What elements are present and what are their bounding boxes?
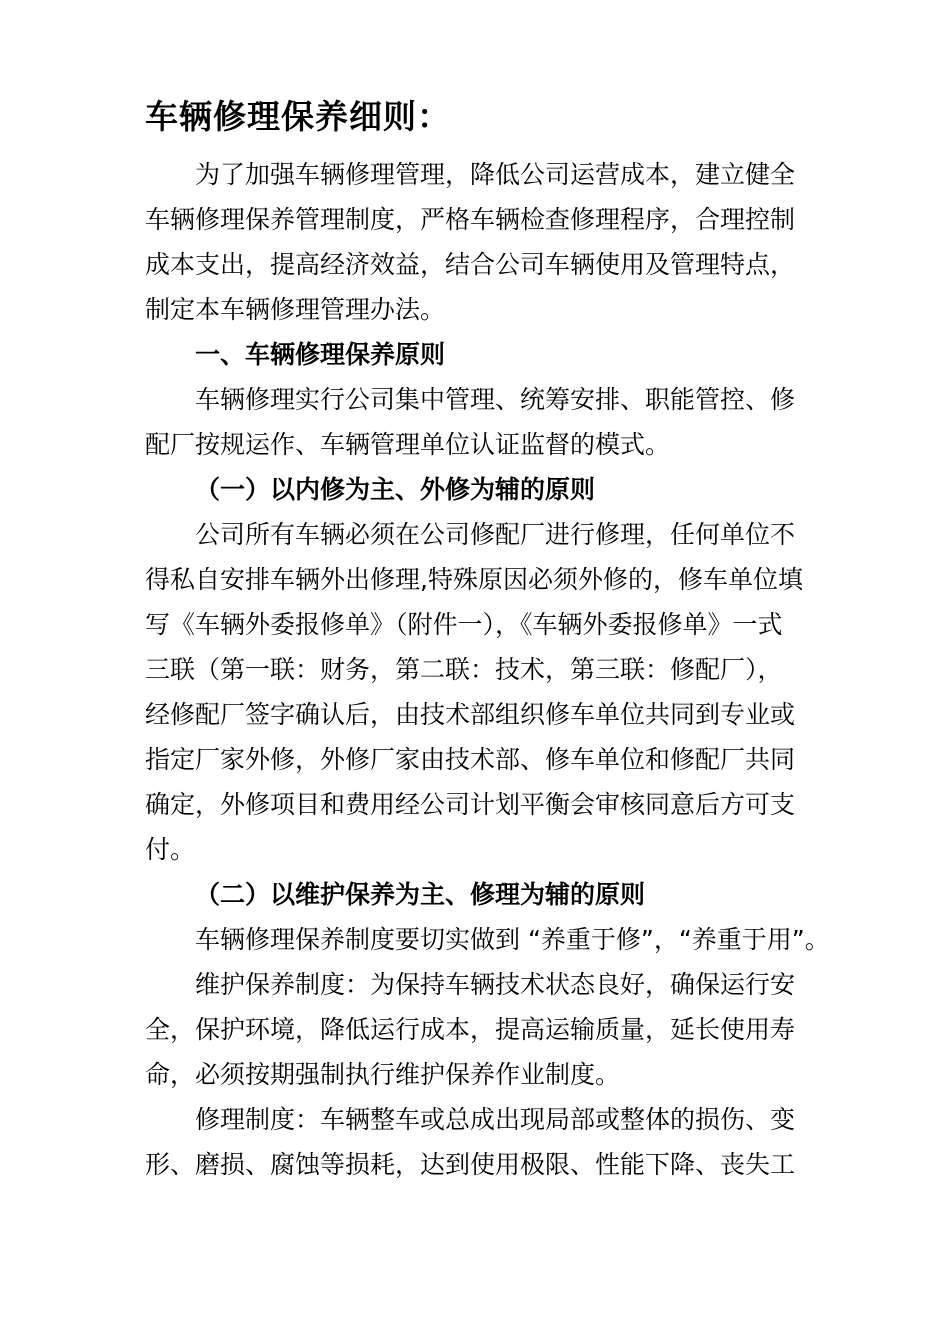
paragraph-line: 制定本车辆修理管理办法。 [145, 295, 446, 324]
paragraph-line: 维护保养制度：为保持车辆技术状态良好，确保运行安 [195, 970, 796, 999]
paragraph-line: 全，保护环境，降低运行成本，提高运输质量，延长使用寿 [145, 1015, 796, 1044]
paragraph-line: 车辆修理保养制度要切实做到 “养重于修”，“养重于用”。 [195, 925, 830, 954]
paragraph-line: 三联（第一联：财务，第二联：技术，第三联：修配厂）， [145, 655, 783, 684]
paragraph-line: 经修配厂签字确认后，由技术部组织修车单位共同到专业或 [145, 700, 796, 729]
paragraph-line: 命，必须按期强制执行维护保养作业制度。 [145, 1060, 621, 1089]
section-heading: 一、车辆修理保养原则 [195, 340, 446, 369]
paragraph-line: 写《车辆外委报修单》（附件一），《车辆外委报修单》一式 [145, 610, 783, 639]
subsection-heading: （二）以维护保养为主、修理为辅的原则 [195, 880, 646, 909]
paragraph-line: 配厂按规运作、车辆管理单位认证监督的模式。 [145, 430, 671, 459]
paragraph-line: 得私自安排车辆外出修理,特殊原因必须外修的，修车单位填 [145, 565, 803, 594]
subsection-heading: （一）以内修为主、外修为辅的原则 [195, 475, 596, 504]
paragraph-line: 为了加强车辆修理管理，降低公司运营成本，建立健全 [195, 160, 796, 189]
document-title: 车辆修理保养细则： [145, 97, 451, 136]
paragraph-line: 车辆修理保养管理制度，严格车辆检查修理程序，合理控制 [145, 205, 796, 234]
paragraph-line: 指定厂家外修，外修厂家由技术部、修车单位和修配厂共同 [145, 745, 796, 774]
paragraph-line: 确定，外修项目和费用经公司计划平衡会审核同意后方可支 [145, 790, 796, 819]
paragraph-line: 车辆修理实行公司集中管理、统筹安排、职能管控、修 [195, 385, 796, 414]
paragraph-line: 付。 [145, 835, 196, 864]
paragraph-line: 修理制度：车辆整车或总成出现局部或整体的损伤、变 [195, 1105, 796, 1134]
paragraph-line: 成本支出，提高经济效益，结合公司车辆使用及管理特点， [145, 250, 796, 279]
paragraph-line: 公司所有车辆必须在公司修配厂进行修理，任何单位不 [195, 520, 796, 549]
paragraph-line: 形、磨损、腐蚀等损耗，达到使用极限、性能下降、丧失工 [145, 1150, 796, 1179]
